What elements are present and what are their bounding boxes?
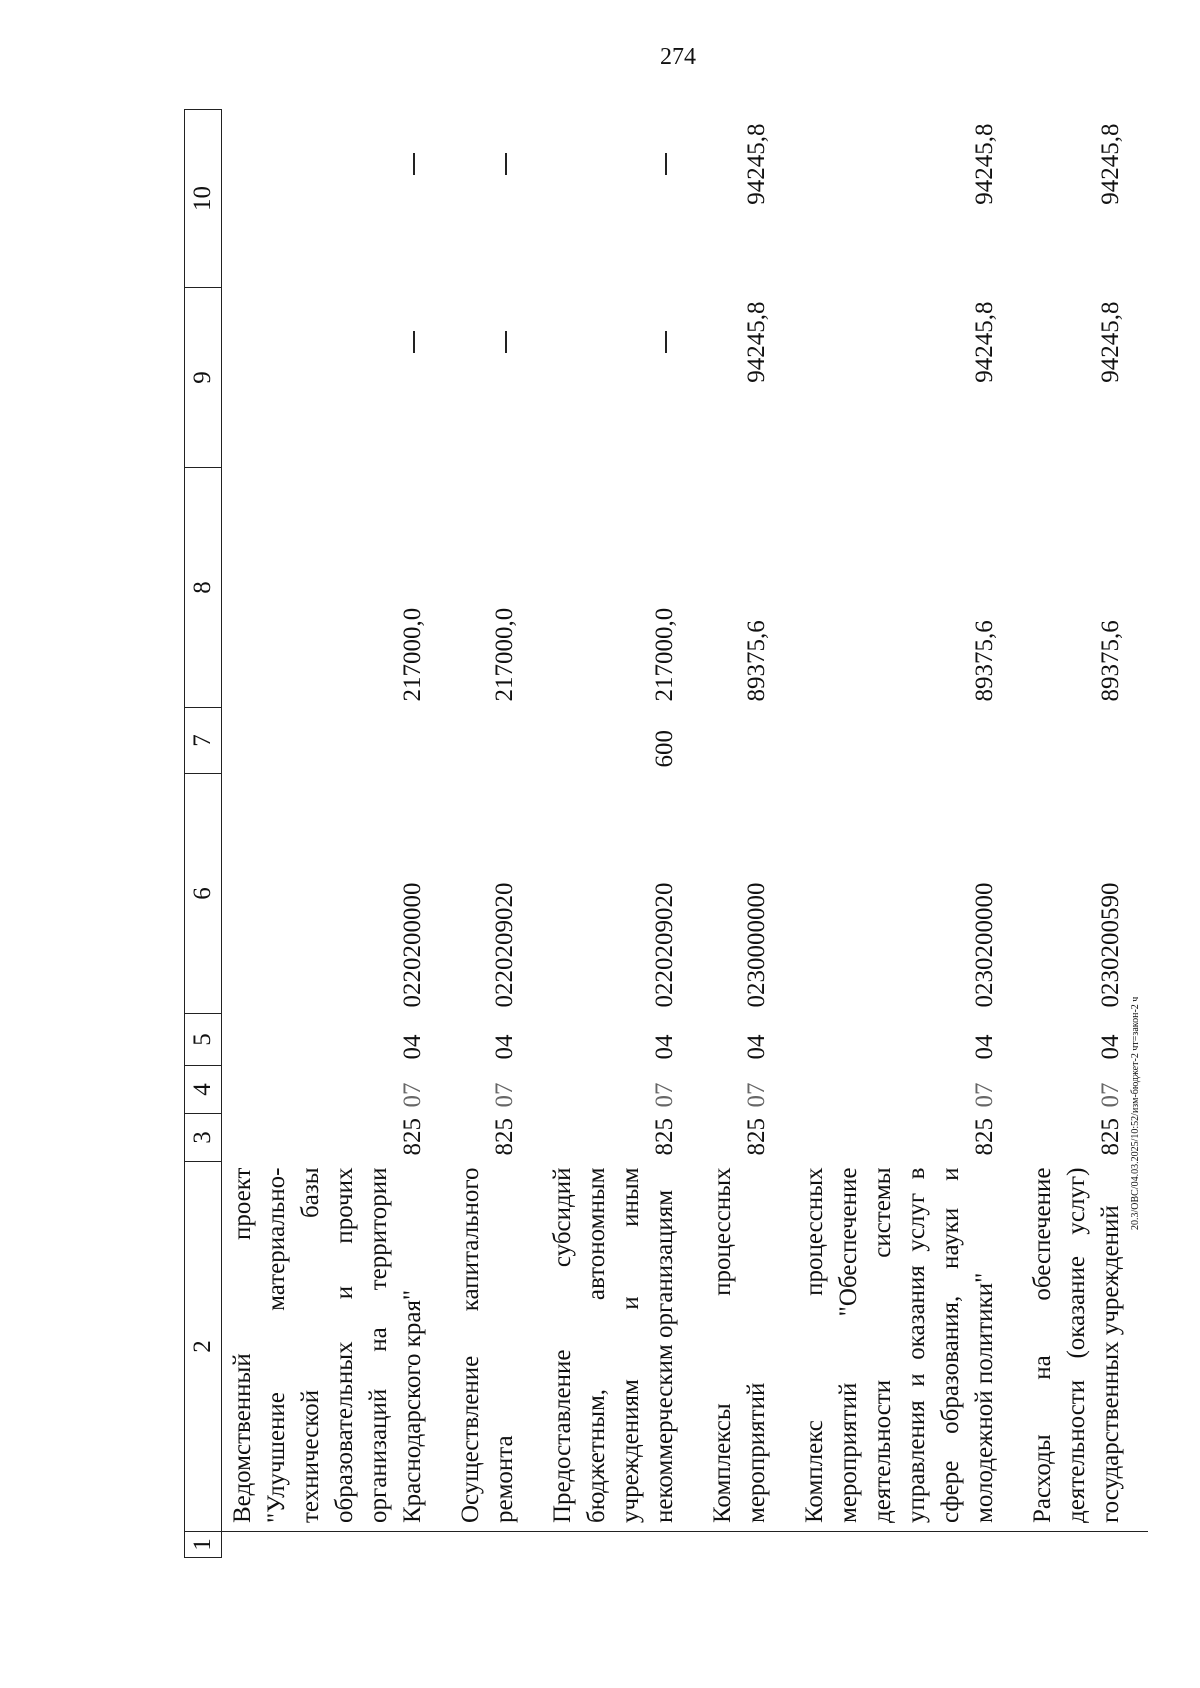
row-code-3: 825 — [491, 1118, 518, 1156]
row-code-6: 0230200000 — [971, 882, 998, 1008]
table-row — [542, 110, 702, 1558]
row-amount-10: 94245,8 — [1097, 123, 1124, 205]
table-header-row — [185, 110, 222, 1558]
row-amount-9: 94245,8 — [743, 301, 770, 383]
row-code-4: 07 — [1097, 1082, 1124, 1108]
row-amount-8: 217000,0 — [399, 607, 426, 702]
header-col-1: 1 — [185, 1532, 222, 1558]
row-amount-9: 94245,8 — [1097, 301, 1124, 383]
dash-mark — [413, 332, 415, 354]
row-code-7 — [794, 708, 1022, 774]
header-col-3: 3 — [185, 1114, 222, 1162]
row-amount-8: 217000,0 — [491, 607, 518, 702]
row-name: Осуществление капитального ремонта — [457, 1167, 518, 1523]
header-col-10: 10 — [185, 110, 222, 288]
row-code-7 — [1022, 708, 1148, 774]
footer-note-text: 20.3/ОВС/04.03.2025/10:52/изм-бюджет-2 чт=закон-2 ч — [1130, 996, 1141, 1230]
row-amount-10 — [222, 110, 451, 288]
row-code-6: 0230000000 — [743, 882, 770, 1008]
row-code-3: 825 — [743, 1118, 770, 1156]
row-code-5: 04 — [399, 1034, 426, 1060]
row-code-7: 600 — [651, 730, 678, 768]
row-code-5: 04 — [743, 1034, 770, 1060]
row-code-5: 04 — [491, 1034, 518, 1060]
budget-table-rotated — [184, 110, 1200, 1558]
row-name: Расходы на обеспечение деятельности (оказание услуг) государственных учреждений — [1029, 1167, 1124, 1523]
header-col-6: 6 — [185, 774, 222, 1014]
header-col-5: 5 — [185, 1014, 222, 1066]
row-amount-8: 89375,6 — [1097, 620, 1124, 702]
row-code-6: 0220209020 — [491, 882, 518, 1008]
table-row — [222, 110, 451, 1558]
page-number: 274 — [660, 44, 696, 70]
row-name: Комплексы процессных мероприятий — [709, 1167, 770, 1523]
row-code-6: 0230200590 — [1097, 882, 1124, 1008]
dash-mark — [413, 154, 415, 176]
header-col-9: 9 — [185, 288, 222, 468]
dash-mark — [665, 332, 667, 354]
row-code-3: 825 — [651, 1118, 678, 1156]
row-index-cell — [702, 1532, 794, 1558]
row-index-cell — [222, 1532, 451, 1558]
table-row — [702, 110, 794, 1558]
row-name: Комплекс процессных мероприятий "Обеспечение деятельности системы управления и оказания услуг в сфере образования, науки и молодежной политики" — [801, 1167, 998, 1523]
header-col-4: 4 — [185, 1066, 222, 1114]
row-index-cell — [794, 1532, 1022, 1558]
table-row — [1022, 110, 1148, 1558]
row-amount-8: 217000,0 — [651, 607, 678, 702]
row-code-3: 825 — [971, 1118, 998, 1156]
row-amount-10 — [542, 110, 702, 288]
row-amount-9 — [450, 288, 542, 468]
row-amount-9: 94245,8 — [971, 301, 998, 383]
row-index-cell — [450, 1532, 542, 1558]
budget-table — [184, 109, 1148, 1558]
row-code-5: 04 — [1097, 1034, 1124, 1060]
row-index-cell — [542, 1532, 702, 1558]
row-index-cell — [1022, 1532, 1148, 1558]
row-code-4: 07 — [491, 1082, 518, 1108]
row-amount-9 — [542, 288, 702, 468]
dash-mark — [505, 332, 507, 354]
row-amount-10: 94245,8 — [743, 123, 770, 205]
row-code-4: 07 — [971, 1082, 998, 1108]
dash-mark — [505, 154, 507, 176]
row-amount-8: 89375,6 — [971, 620, 998, 702]
header-col-8: 8 — [185, 468, 222, 708]
row-code-4: 07 — [651, 1082, 678, 1108]
row-code-6: 0220200000 — [399, 882, 426, 1008]
header-col-2: 2 — [185, 1162, 222, 1532]
row-code-6: 0220209020 — [651, 882, 678, 1008]
header-col-7: 7 — [185, 708, 222, 774]
row-code-5: 04 — [971, 1034, 998, 1060]
table-row — [794, 110, 1022, 1558]
row-name: Ведомственный проект "Улучшение материально-технической базы образовательных и прочих организаций на территории Краснодарского края" — [229, 1167, 426, 1523]
table-row — [450, 110, 542, 1558]
row-code-7 — [702, 708, 794, 774]
row-name: Предоставление субсидий бюджетным, автономным учреждениям и иным некоммерческим организациям — [549, 1167, 678, 1523]
row-amount-10 — [450, 110, 542, 288]
row-amount-9 — [222, 288, 451, 468]
row-code-3: 825 — [1097, 1118, 1124, 1156]
row-code-4: 07 — [743, 1082, 770, 1108]
row-code-5: 04 — [651, 1034, 678, 1060]
row-amount-8: 89375,6 — [743, 620, 770, 702]
row-code-4: 07 — [399, 1082, 426, 1108]
row-amount-10: 94245,8 — [971, 123, 998, 205]
row-code-7 — [222, 708, 451, 774]
row-code-7 — [450, 708, 542, 774]
dash-mark — [665, 154, 667, 176]
row-code-3: 825 — [399, 1118, 426, 1156]
